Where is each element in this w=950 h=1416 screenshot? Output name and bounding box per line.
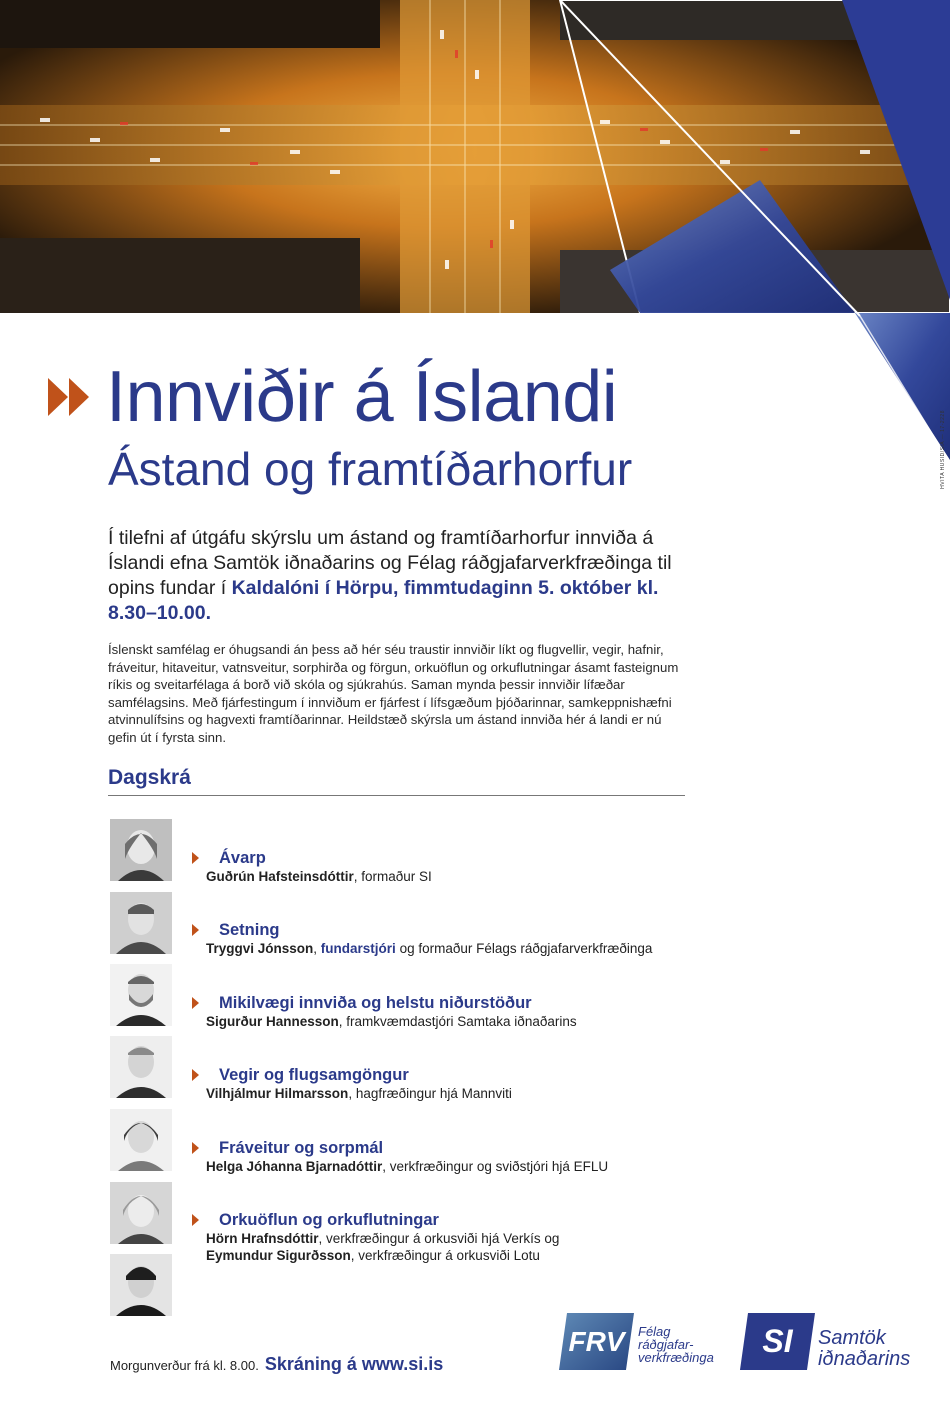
body-paragraph: Íslenskt samfélag er óhugsandi án þess að hér séu traustir innviðir líkt og flugvellir, vegir, hafnir, fráveitur, hitaveitur, vatnsveitur, sorphirða og förgun, orkuöflun og orkuflutningar ásamt fasteignum ríkis og sveitarfélaga á borð við skóla og sjúkrahús. Saman mynda þessir innviðir lífæðar samfélagsins. Með fjárfestingum í innviðum er fjárfest í lífsgæðum þjóðarinnar, samkeppnishæfni atvinnulífsins og hagvexti framtíðarinnar. Heildstæð skýrsla um ástand innviða hér á landi er nú gefin út í fyrsta sinn. xyxy=(108,642,679,745)
speaker-photo xyxy=(110,1254,172,1316)
page-subtitle: Ástand og framtíðarhorfur xyxy=(108,443,633,495)
agenda-divider xyxy=(108,795,685,796)
lead-paragraph: Í tilefni af útgáfu skýrslu um ástand og framtíðarhorfur innviða á Íslandi efna Samtök iðnaðarins og Félag ráðgjafarverkfræðinga til opins fundar í Kaldalóni í Hörpu, fimmtudaginn 5. október kl. 8.30–10.00. xyxy=(108,527,672,624)
speaker-photo xyxy=(110,1036,172,1098)
double-chevron-icon xyxy=(48,378,92,416)
agenda-item: Vegir og flugsamgöngur Vilhjálmur Hilmarsson, hagfræðingur hjá Mannviti xyxy=(192,1065,712,1102)
agenda-item: Setning Tryggvi Jónsson, fundarstjóri og formaður Félags ráðgjafarverkfræðinga xyxy=(192,920,712,957)
footer-note: Morgunverður frá kl. 8.00. Skráning á www.si.is xyxy=(110,1354,444,1374)
agenda-item: Ávarp Guðrún Hafsteinsdóttir, formaður SI xyxy=(192,848,712,885)
speaker-photo xyxy=(110,964,172,1026)
frv-logo-text: Félag ráðgjafar- verkfræðinga xyxy=(638,1324,714,1365)
si-logo-text: Samtök iðnaðarins xyxy=(818,1327,911,1370)
event-location-time: Kaldalóni í Hörpu, fimmtudaginn 5. október kl. 8.30–10.00. xyxy=(108,577,659,624)
speaker-photo xyxy=(110,1182,172,1244)
frv-logo: FRV xyxy=(559,1313,634,1370)
agenda-item: Fráveitur og sorpmál Helga Jóhanna Bjarnadóttir, verkfræðingur og sviðstjóri hjá EFLU xyxy=(192,1138,712,1175)
agenda-heading: Dagskrá xyxy=(108,766,191,789)
si-logo: SI xyxy=(740,1313,815,1370)
speaker-photo xyxy=(110,1109,172,1171)
agenda-item: Orkuöflun og orkuflutningar Hörn Hrafnsdóttir, verkfræðingur á orkusviði hjá Verkís og Eymundur Sigurðsson, verkfræðingur á orkusviði Lotu xyxy=(192,1210,712,1264)
speaker-photo xyxy=(110,819,172,881)
registration-link[interactable]: Skráning á www.si.is xyxy=(264,1354,444,1374)
speaker-photo xyxy=(110,892,172,954)
side-code: HVITA HUSID/SIA — 17-2228 xyxy=(940,410,946,489)
page-title: Innviðir á Íslandi xyxy=(106,357,618,437)
agenda-item: Mikilvægi innviða og helstu niðurstöður Sigurður Hannesson, framkvæmdastjóri Samtaka iðnaðarins xyxy=(192,993,712,1030)
